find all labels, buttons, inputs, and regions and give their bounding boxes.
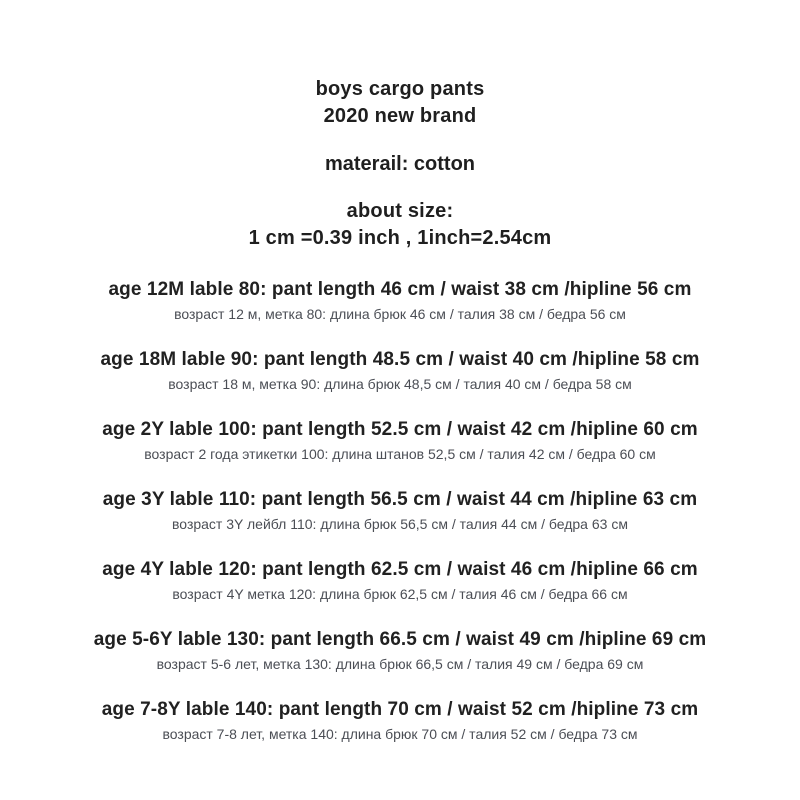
size-row-en: age 12M lable 80: pant length 46 cm / waist 38 cm /hipline 56 cm: [108, 279, 692, 300]
size-row-en: age 18M lable 90: pant length 48.5 cm / waist 40 cm /hipline 58 cm: [100, 349, 700, 370]
size-row-en: age 5-6Y lable 130: pant length 66.5 cm / waist 49 cm /hipline 69 cm: [93, 629, 707, 650]
product-title-line2: 2020 new brand: [323, 105, 477, 127]
size-row-18m: [0, 347, 800, 395]
size-row-en: age 2Y lable 100: pant length 52.5 cm / waist 42 cm /hipline 60 cm: [102, 419, 698, 440]
size-row-3y: [0, 487, 800, 535]
size-row-4y: [0, 557, 800, 605]
product-title: [0, 76, 800, 130]
product-title-line1: boys cargo pants: [315, 78, 485, 100]
size-row-ru: возраст 12 м, метка 80: длина брюк 46 см / талия 38 см / бедра 56 см: [174, 306, 626, 322]
size-row-ru: возраст 3Y лейбл 110: длина брюк 56,5 см / талия 44 см / бедра 63 см: [172, 516, 628, 532]
size-row-2y: [0, 417, 800, 465]
size-row-ru: возраст 7-8 лет, метка 140: длина брюк 70 см / талия 52 см / бедра 73 см: [162, 726, 638, 742]
size-row-7-8y: [0, 697, 800, 745]
size-row-en: age 4Y lable 120: pant length 62.5 cm / waist 46 cm /hipline 66 cm: [102, 559, 698, 580]
size-row-5-6y: [0, 627, 800, 675]
size-row-12m: [0, 277, 800, 325]
size-rows: [0, 277, 800, 745]
size-row-en: age 7-8Y lable 140: pant length 70 cm / waist 52 cm /hipline 73 cm: [101, 699, 699, 720]
size-note: [0, 198, 800, 252]
size-row-ru: возраст 18 м, метка 90: длина брюк 48,5 см / талия 40 см / бедра 58 см: [168, 376, 632, 392]
size-row-ru: возраст 5-6 лет, метка 130: длина брюк 66,5 см / талия 49 см / бедра 69 см: [156, 656, 644, 672]
size-conversion: 1 cm =0.39 inch , 1inch=2.54cm: [248, 227, 552, 249]
size-heading: about size:: [346, 200, 454, 222]
material-line: materail: cotton: [324, 153, 476, 175]
size-row-ru: возраст 4Y метка 120: длина брюк 62,5 см / талия 46 см / бедра 66 см: [172, 586, 628, 602]
size-row-ru: возраст 2 года этикетки 100: длина штанов 52,5 см / талия 42 см / бедра 60 см: [144, 446, 656, 462]
size-row-en: age 3Y lable 110: pant length 56.5 cm / waist 44 cm /hipline 63 cm: [102, 489, 698, 510]
